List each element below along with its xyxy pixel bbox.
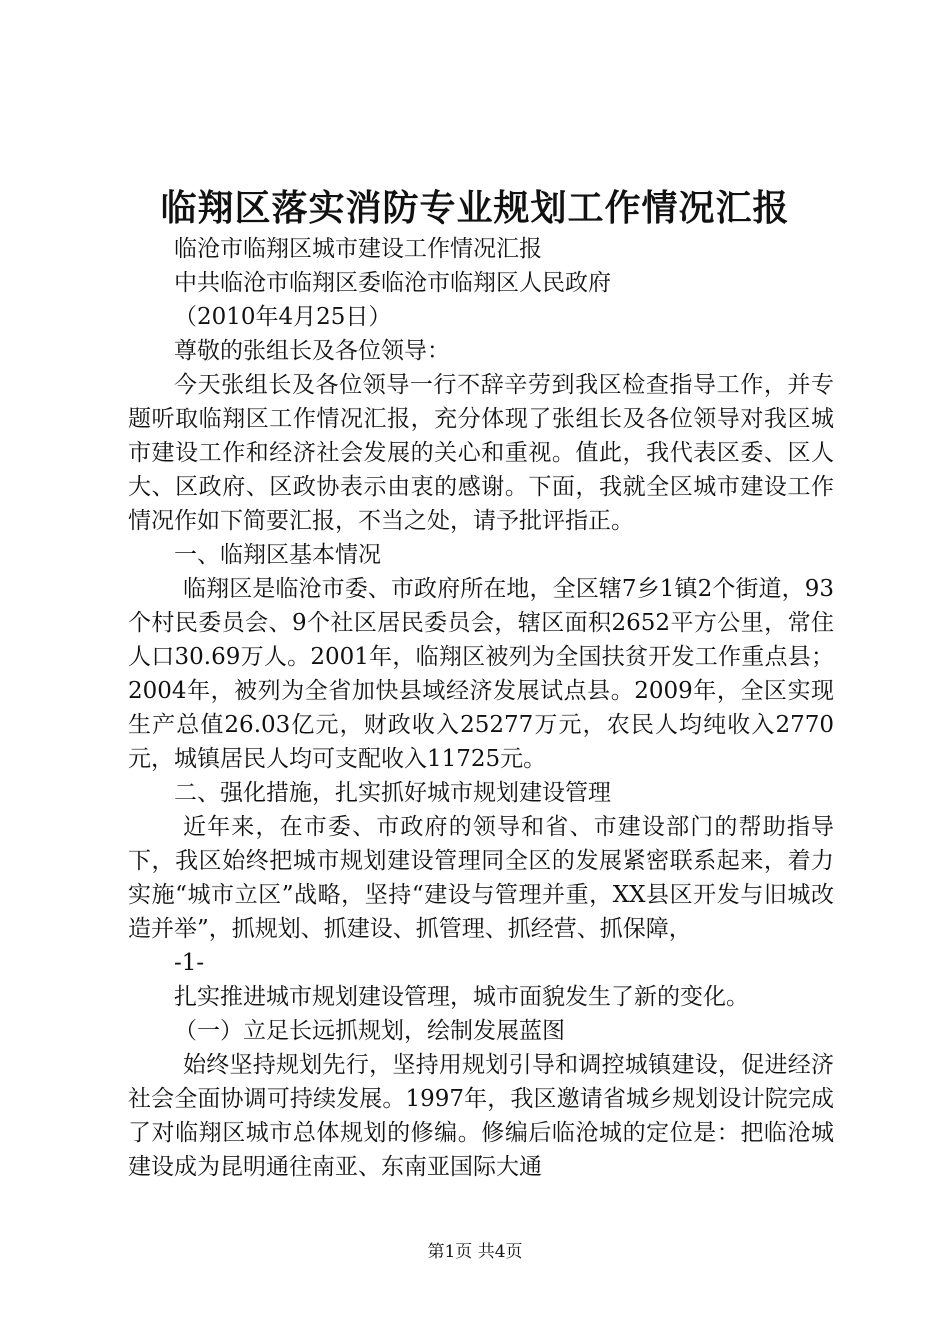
document-subtitle: 临沧市临翔区城市建设工作情况汇报: [174, 236, 542, 262]
document-date: （2010年4月25日）: [174, 304, 392, 330]
subsection-heading: （一）立足长远抓规划，绘制发展蓝图: [174, 1018, 565, 1044]
document-title: 临翔区落实消防专业规划工作情况汇报: [160, 187, 790, 229]
section-heading: 一、临翔区基本情况: [174, 542, 381, 568]
document-body: [128, 232, 834, 1184]
document-issuer: 中共临沧市临翔区委临沧市临翔区人民政府: [174, 270, 611, 296]
section-heading: 二、强化措施，扎实抓好城市规划建设管理: [174, 780, 611, 806]
paragraph: 今天张组长及各位领导一行不辞辛劳到我区检查指导工作，并专题听取临翔区工作情况汇报，充分体现了张组长及各位领导对我区城市建设工作和经济社会发展的关心和重视。值此，我代表区委、区人大、区政府、区政协表示由衷的感谢。下面，我就全区城市建设工作情况作如下简要汇报，不当之处，请予批评指正。: [128, 372, 834, 534]
paragraph: 始终坚持规划先行，坚持用规划引导和调控城镇建设，促进经济社会全面协调可持续发展。1997年，我区邀请省城乡规划设计院完成了对临翔区城市总体规划的修编。修编后临沧城的定位是：把临沧城建设成为昆明通往南亚、东南亚国际大通: [128, 1052, 834, 1180]
paragraph: 扎实推进城市规划建设管理，城市面貌发生了新的变化。: [174, 984, 749, 1010]
paragraph: 临翔区是临沧市委、市政府所在地，全区辖7乡1镇2个街道，93个村民委员会、9个社区居民委员会，辖区面积2652平方公里，常住人口30.69万人。2001年，临翔区被列为全国扶贫开发工作重点县；2004年，被列为全省加快县域经济发展试点县。2009年，全区实现生产总值26.03亿元，财政收入25277万元，农民人均纯收入2770元，城镇居民人均可支配收入11725元。: [128, 576, 834, 772]
paragraph: 近年来，在市委、市政府的领导和省、市建设部门的帮助指导下，我区始终把城市规划建设管理同全区的发展紧密联系起来，着力实施“城市立区”战略，坚持“建设与管理并重，XX县区开发与旧城改造并举”，抓规划、抓建设、抓管理、抓经营、抓保障，: [128, 814, 834, 942]
page-marker: -1-: [174, 950, 205, 976]
page-footer: 第1页 共4页: [427, 1242, 523, 1262]
document-salutation: 尊敬的张组长及各位领导：: [174, 338, 450, 364]
